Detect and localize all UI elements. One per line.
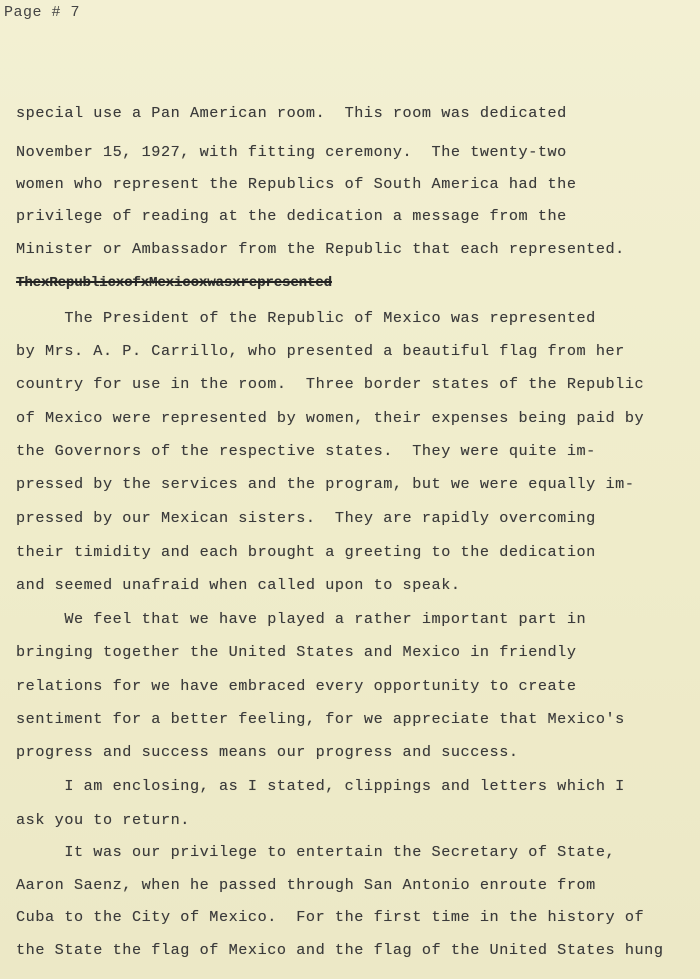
body-line: privilege of reading at the dedication a message from the: [16, 207, 567, 225]
body-line: by Mrs. A. P. Carrillo, who presented a beautiful flag from her: [16, 342, 625, 360]
body-line: progress and success means our progress and success.: [16, 743, 519, 761]
body-line: bringing together the United States and Mexico in friendly: [16, 643, 577, 661]
body-line: country for use in the room. Three border states of the Republic: [16, 375, 645, 393]
body-line: of Mexico were represented by women, their expenses being paid by: [16, 409, 645, 427]
body-line: and seemed unafraid when called upon to speak.: [16, 576, 461, 594]
body-line: the Governors of the respective states. They were quite im-: [16, 442, 596, 460]
body-line: I am enclosing, as I stated, clippings and letters which I: [16, 777, 625, 795]
body-line: We feel that we have played a rather important part in: [16, 610, 587, 628]
body-line: Cuba to the City of Mexico. For the first time in the history of: [16, 908, 645, 926]
body-line: pressed by the services and the program, but we were equally im-: [16, 475, 635, 493]
struck-through-line: ThexRepublicxofxMexicoxwasxrepresented: [16, 275, 332, 291]
body-line: relations for we have embraced every opportunity to create: [16, 677, 577, 695]
body-line: Minister or Ambassador from the Republic that each represented.: [16, 240, 625, 258]
body-line: ask you to return.: [16, 811, 190, 829]
body-line: special use a Pan American room. This room was dedicated: [16, 104, 567, 122]
body-line: November 15, 1927, with fitting ceremony. The twenty-two: [16, 143, 567, 161]
body-line: their timidity and each brought a greeting to the dedication: [16, 543, 596, 561]
body-line: The President of the Republic of Mexico was represented: [16, 309, 596, 327]
body-line: Aaron Saenz, when he passed through San Antonio enroute from: [16, 876, 596, 894]
body-line: sentiment for a better feeling, for we appreciate that Mexico's: [16, 710, 625, 728]
body-line: women who represent the Republics of South America had the: [16, 175, 577, 193]
page-number: Page # 7: [4, 4, 81, 21]
body-line: It was our privilege to entertain the Secretary of State,: [16, 843, 616, 861]
body-line: the State the flag of Mexico and the flag of the United States hung: [16, 941, 664, 959]
body-line: pressed by our Mexican sisters. They are rapidly overcoming: [16, 509, 596, 527]
